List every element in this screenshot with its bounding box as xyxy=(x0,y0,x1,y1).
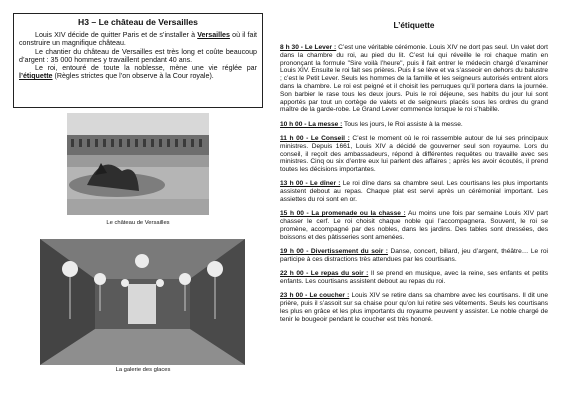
schedule-entry xyxy=(280,248,548,264)
schedule-entry-heading: 15 h 00 - La promenade ou la chasse : xyxy=(280,210,406,218)
etiquette-column xyxy=(280,13,548,330)
intro-paragraph-1: Louis XIV décide de quitter Paris et de s’installer à Versailles où il fait construire un magnifique château. xyxy=(19,31,258,48)
chateau-caption: Le château de Versailles xyxy=(106,220,170,226)
schedule-entry-heading: 10 h 00 - La messe : xyxy=(280,120,343,128)
etiquette-title: L’étiquette xyxy=(393,21,435,30)
galerie-caption: La galerie des glaces xyxy=(115,367,171,373)
intro-paragraph-2: Le chantier du château de Versailles est très long et coûte beaucoup d’argent : 35 000 hommes y travaillent pendant 40 ans. xyxy=(19,47,257,64)
schedule-entry xyxy=(280,270,548,286)
schedule-entry xyxy=(280,292,548,323)
schedule-entry-heading: 8 h 30 - Le Lever : xyxy=(280,44,337,51)
schedule-entry-heading: 22 h 00 - Le repas du soir : xyxy=(280,270,369,278)
keyword-versailles: Versailles xyxy=(197,31,230,39)
schedule-entry-text: Il se prend en musique, avec la reine, ses enfants et petits enfants. Les courtisans assistent debout au repas du roi. xyxy=(280,270,549,285)
keyword-etiquette: l’étiquette xyxy=(19,72,53,81)
schedule-entry xyxy=(280,135,548,174)
schedule-entry xyxy=(280,180,548,203)
schedule-entry-heading: 19 h 00 - Divertissement du soir : xyxy=(280,248,388,256)
schedule-entry-text: Au moins une fois par semaine Louis XIV part chasser le cerf. Le roi choisit chaque noble qui l’accompagnera. Souvent, le roi se promène, accompagné par des nobles, dans les jardins. Des tables sont dressées, des boissons et des pâtisseries sont amenées. xyxy=(280,210,549,241)
page-title: H3 – Le château de Versailles xyxy=(78,17,198,27)
schedule-entry-text: Danse, concert, billard, jeu d’argent, théâtre… Le roi participe à ces distractions très attendues par les courtisans. xyxy=(280,248,548,263)
galerie-photo xyxy=(40,239,245,365)
schedule-entry xyxy=(280,121,548,129)
schedule-entry-text: Tous les jours, le Roi assiste à la messe. xyxy=(342,120,463,128)
schedule-entry-heading: 23 h 00 - Le coucher : xyxy=(280,292,350,300)
schedule-entry xyxy=(280,210,548,241)
chateau-photo xyxy=(67,113,209,215)
schedule-entry-heading: 11 h 00 - Le Conseil : xyxy=(280,134,350,142)
intro-paragraph-3: Le roi, entouré de toute la noblesse, mène une vie réglée par l’étiquette (Règles strictes que l’on observe à la Cour royale). xyxy=(19,64,257,81)
schedule-entry-text: Louis XIV se retire dans sa chambre avec les courtisans. Il dit une prière, puis il s’assoit sur sa chaise pour qu’on lui retire ses vêtements. Seuls les courtisans les plus en grâce et les plus importants du royaume peuvent y assister. Le noble chargé de tenir le bougeoir pendant le coucher est très honoré. xyxy=(280,292,548,323)
schedule-entry-heading: 13 h 00 - Le dîner : xyxy=(280,180,341,188)
intro-box xyxy=(13,13,263,108)
schedule-list xyxy=(280,44,548,323)
schedule-entry-text: C’est le moment où le roi rassemble autour de lui ses principaux ministres. Depuis 1661, Louis XIV a décidé de gouverner seul son royaume. Lors du conseil, il reçoit des ambassadeurs, répond à différentes requêtes ou travaille avec ses ministres. Cinq ou six d’entre eux lui parlent des affaires ; après les avoir écoutés, il prend toutes les décisions importantes. xyxy=(280,134,548,174)
schedule-entry-text: Le roi dîne dans sa chambre seul. Les courtisans les plus importants assistent debout au repas. Chaque plat est servi après un cérémonial important. Les assiettes du roi sont en or. xyxy=(280,180,548,204)
schedule-entry xyxy=(280,44,548,114)
schedule-entry-text: C’est une véritable cérémonie. Louis XIV ne dort pas seul. Un valet dort dans la chambre du roi, au pied du lit. C’est lui qui réveille le roi chaque matin en prononçant la formule "Sire voilà l’heure", puis il fait entrer le médecin chargé d’examiner Louis XIV. Ensuite le roi fait ses prières. Puis il se lève et va s’asseoir en dehors du balustre ; c’est le Petit Lever. Seuls les hommes de la famille et les seigneurs autorisés entrent alors dans la chambre. Le roi est peigné et il choisit les perruques qu’il portera dans la journée. Son barbier le rase tous les deux jours. Puis le roi déjeune, ses habits du jour lui sont apportés par tout un cortège de valets et de seigneurs placés sous les ordres du grand maître de la garde-robe. Le Grand Lever commence lorsque le roi s’habille. xyxy=(280,44,549,114)
